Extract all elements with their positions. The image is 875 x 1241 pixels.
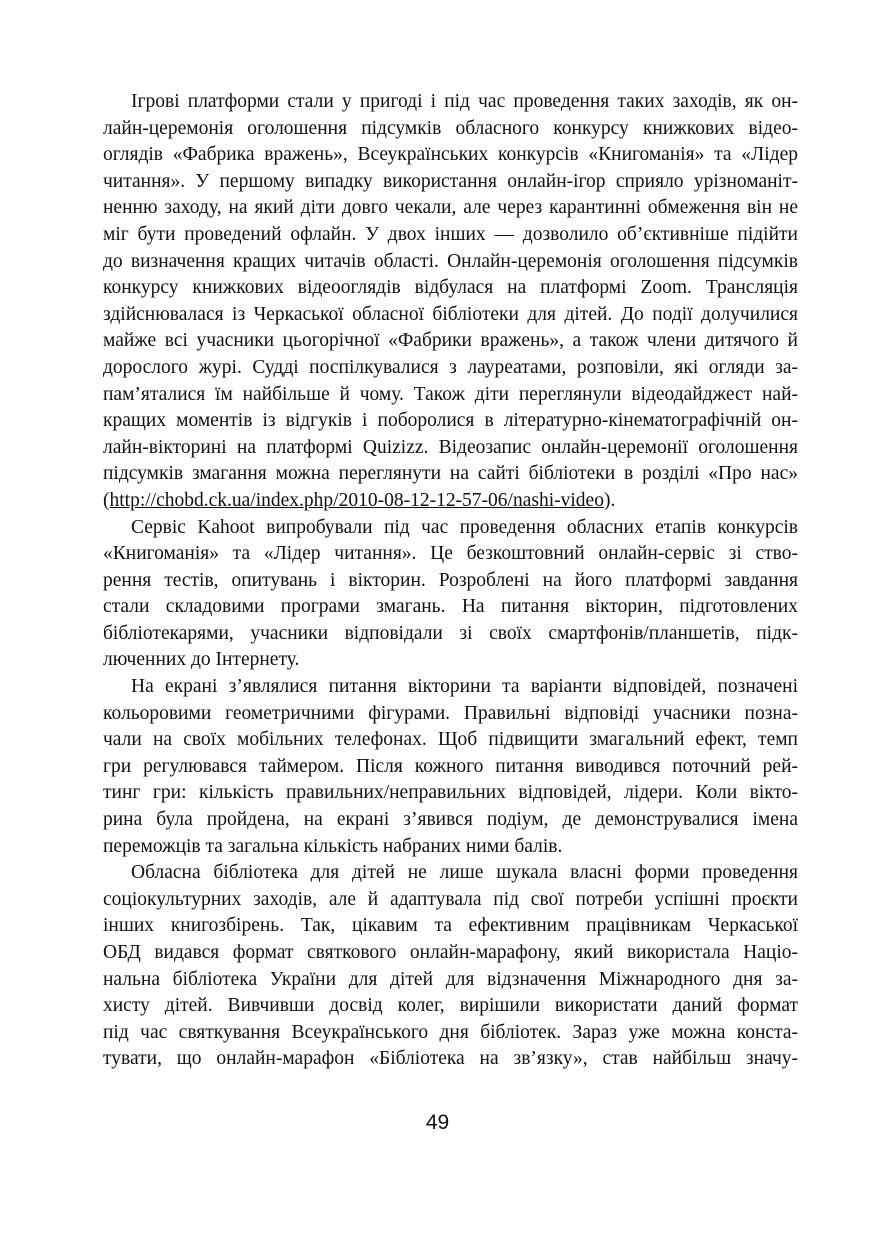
paragraph-line: до визначення кращих читачів області. Онлайн-церемонія оголошення підсумків — [103, 250, 798, 272]
paragraph-line: під час святкування Всеукраїнського дня бібліотек. Зараз уже можна конста- — [103, 1021, 798, 1043]
page-number: 49 — [425, 1111, 450, 1134]
paragraph-line: пам’яталися їм найбільше й чому. Також діти переглянули відеодайджест най- — [103, 383, 798, 405]
paragraph-line: чали на своїх мобільних телефонах. Щоб підвищити змагальний ефект, темп — [103, 729, 798, 751]
body-text — [103, 89, 798, 1073]
paragraph-line: лайн-церемонія оголошення підсумків обласного конкурсу книжкових відео- — [103, 117, 798, 139]
paragraph-line: Сервіс Kahoot випробували під час проведення обласних етапів конкурсів — [131, 516, 798, 538]
paragraph-line: рина була пройдена, на екрані з’явився подіум, де демонструвалися імена — [103, 809, 798, 831]
paragraph-line: майже всі учасники цьогорічної «Фабрики вражень», а також члени дитячого й — [103, 330, 798, 352]
link-open-paren: ( — [103, 489, 110, 511]
paragraph-line: інших книгозбірень. Так, цікавим та ефективним працівникам Черкаської — [103, 915, 798, 937]
paragraph-line: міг бути проведений офлайн. У двох інших — дозволило об’єктивніше підійти — [103, 223, 798, 245]
paragraph-line: тинг гри: кількість правильних/неправильних відповідей, лідери. Коли вікто- — [103, 782, 798, 804]
paragraph-line: гри регулювався таймером. Після кожного питання виводився поточний рей- — [103, 755, 798, 777]
paragraph-line: хисту дітей. Вивчивши досвід колег, вирішили використати даний формат — [103, 995, 798, 1017]
paragraph-line: оглядів «Фабрика вражень», Всеукраїнських конкурсів «Книгоманія» та «Лідер — [103, 144, 798, 166]
paragraph-line: ненню заходу, на який діти довго чекали, але через карантинні обмеження він не — [103, 197, 798, 219]
link-close-paren: ). — [603, 489, 616, 511]
paragraph-line: переможців та загальна кількість набраних ними балів. — [103, 835, 563, 857]
paragraph-line: люченних до Інтернету. — [103, 649, 300, 671]
paragraph-line: Обласна бібліотека для дітей не лише шукала власні форми проведення — [131, 862, 798, 884]
paragraph-line: рення тестів, опитувань і вікторин. Розроблені на його платформі завдання — [103, 569, 798, 591]
paragraph-line: «Книгоманія» та «Лідер читання». Це безкоштовний онлайн-сервіс зі ство- — [103, 543, 798, 565]
paragraph-line: дорослого журі. Судді поспілкувалися з лауреатами, розповіли, які огляди за- — [103, 356, 798, 378]
paragraph-line: На екрані з’являлися питання вікторини та варіанти відповідей, позначені — [131, 676, 798, 698]
paragraph-line: конкурсу книжкових відеооглядів відбулася на платформі Zoom. Трансляція — [103, 277, 798, 299]
paragraph-line: кращих моментів із відгуків і поборолися в літературно-кінематографічній он- — [103, 410, 798, 432]
paragraph-line: нальна бібліотека України для дітей для відзначення Міжнародного дня за- — [103, 968, 798, 990]
paragraph-line: підсумків змагання можна переглянути на сайті бібліотеки в розділі «Про нас» — [103, 463, 798, 485]
paragraph-line: ОБД видався формат святкового онлайн-марафону, який використала Націо- — [103, 942, 798, 963]
paragraph-line: кольоровими геометричними фігурами. Правильні відповіді учасники позна- — [103, 702, 798, 724]
library-video-link[interactable]: http://chobd.ck.ua/index.php/2010-08-12-12-57-06/nashi-video — [109, 489, 604, 511]
paragraph-line: бібліотекарями, учасники відповідали зі своїх смартфонів/планшетів, підк- — [103, 622, 798, 644]
paragraph-line: стали складовими програми змагань. На питання вікторин, підготовлених — [103, 596, 798, 618]
paragraph-line: лайн-вікторині на платформі Quizizz. Відеозапис онлайн-церемонії оголошення — [103, 436, 798, 458]
paragraph-line: соціокультурних заходів, але й адаптувала під свої потреби успішні проєкти — [103, 888, 798, 910]
paragraph-line: читання». У першому випадку використання онлайн-ігор сприяло урізноманіт- — [103, 170, 798, 192]
paragraph-line: здійснювалася із Черкаської обласної бібліотеки для дітей. До події долучилися — [103, 303, 798, 325]
paragraph-line: Ігрові платформи стали у пригоді і під час проведення таких заходів, як он- — [131, 91, 798, 112]
paragraph-line — [103, 488, 798, 515]
paragraph-line: тувати, що онлайн-марафон «Бібліотека на зв’язку», став найбільш значу- — [103, 1048, 798, 1070]
